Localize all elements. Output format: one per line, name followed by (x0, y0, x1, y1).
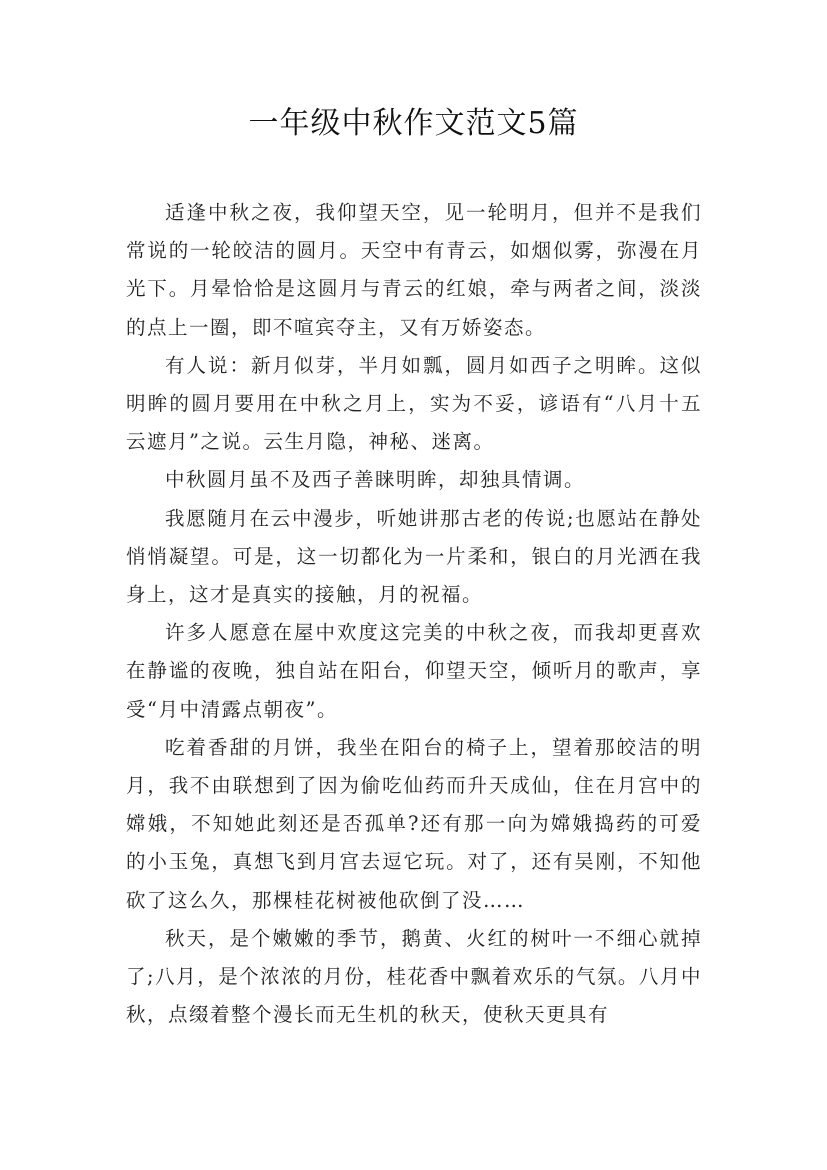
paragraph-2: 有人说：新月似芽，半月如瓢，圆月如西子之明眸。这似明眸的圆月要用在中秋之月上，实为不妥，谚语有“八月十五云遮月”之说。云生月隐，神秘、迷离。 (126, 353, 702, 454)
document-title: 一年级中秋作文范文5篇 (248, 106, 579, 141)
paragraph-4: 我愿随月在云中漫步，听她讲那古老的传说;也愿站在静处悄悄凝望。可是，这一切都化为一片柔和，银白的月光洒在我身上，这才是真实的接触，月的祝福。 (126, 506, 702, 607)
paragraph-7: 秋天，是个嫩嫩的季节，鹅黄、火红的树叶一不细心就掉了;八月，是个浓浓的月份，桂花香中飘着欢乐的气氛。八月中秋，点缀着整个漫长而无生机的秋天，使秋天更具有 (126, 926, 702, 1027)
paragraph-3: 中秋圆月虽不及西子善睐明眸，却独具情调。 (165, 468, 586, 492)
paragraph-5: 许多人愿意在屋中欢度这完美的中秋之夜，而我却更喜欢在静谧的夜晚，独自站在阳台，仰望天空，倾听月的歌声，享受“月中清露点朝夜”。 (126, 621, 702, 721)
paragraph-1: 适逢中秋之夜，我仰望天空，见一轮明月，但并不是我们常说的一轮皎洁的圆月。天空中有青云，如烟似雾，弥漫在月光下。月晕恰恰是这圆月与青云的红娘，牵与两者之间，淡淡的点上一圈，即不喧宾夺主，又有万娇姿态。 (126, 201, 702, 339)
document-body (126, 194, 702, 1034)
paragraph-6: 吃着香甜的月饼，我坐在阳台的椅子上，望着那皎洁的明月，我不由联想到了因为偷吃仙药而升天成仙，住在月宫中的嫦娥，不知她此刻还是否孤单?还有那一向为嫦娥捣药的可爱的小玉兔，真想飞到月宫去逗它玩。对了，还有吴刚，不知他砍了这么久，那棵桂花树被他砍倒了没…… (126, 735, 702, 912)
